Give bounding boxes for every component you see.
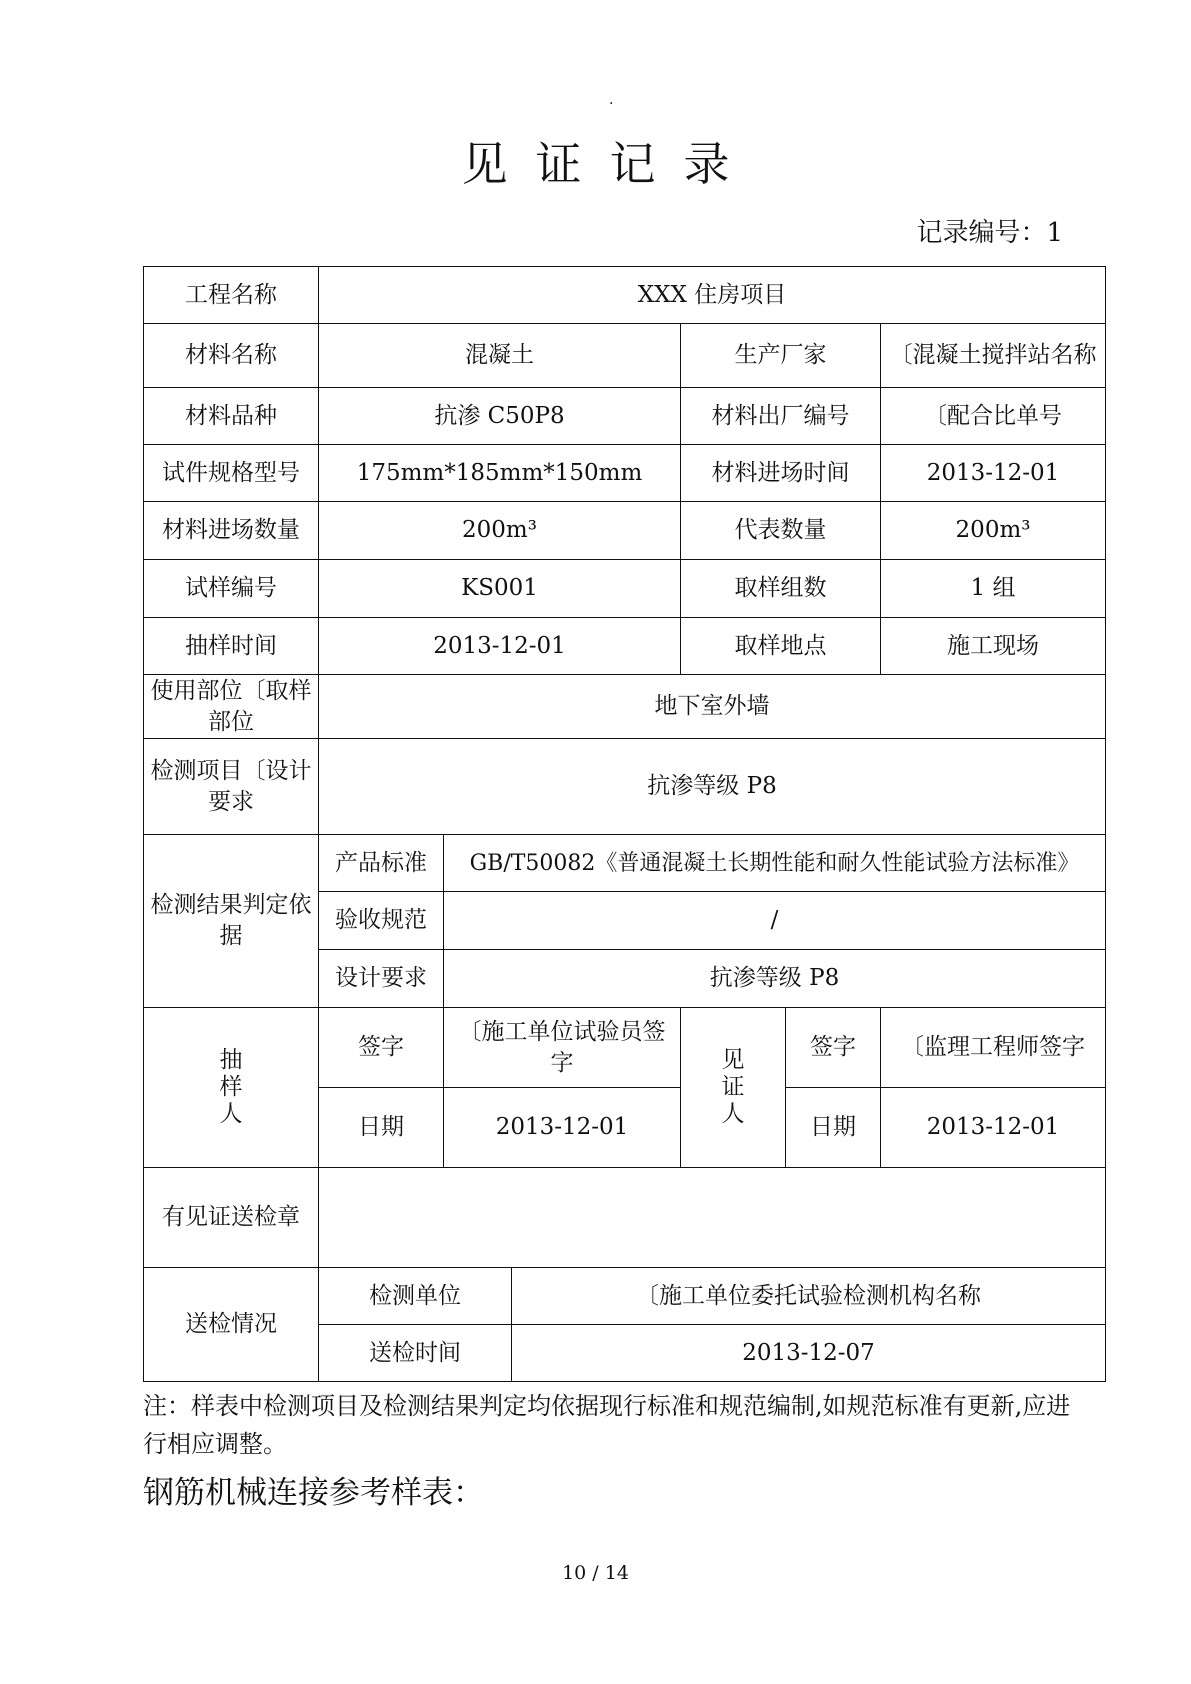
rep-qty-value: 200m³	[881, 502, 1106, 560]
table-row	[144, 1268, 1106, 1325]
submission-label: 送检情况	[144, 1268, 319, 1382]
table-row	[144, 445, 1106, 502]
table-row	[144, 675, 1106, 739]
project-label: 工程名称	[144, 267, 319, 324]
table-row	[144, 267, 1106, 324]
witness-date-value: 2013-12-01	[881, 1088, 1106, 1168]
table-row	[144, 560, 1106, 618]
table-row	[144, 388, 1106, 445]
witness-sign-value: 〔监理工程师签字	[881, 1008, 1106, 1088]
stamp-label: 有见证送检章	[144, 1168, 319, 1268]
header-dot: .	[609, 92, 614, 108]
witness-label	[681, 1008, 786, 1168]
sample-no-label: 试样编号	[144, 560, 319, 618]
acceptance-value: /	[444, 892, 1106, 950]
rep-qty-label: 代表数量	[681, 502, 881, 560]
stamp-area	[319, 1168, 1106, 1268]
design-req-label: 设计要求	[319, 950, 444, 1008]
spec-value: 175mm*185mm*150mm	[319, 445, 681, 502]
table-row	[144, 739, 1106, 835]
sampling-time-label: 抽样时间	[144, 618, 319, 675]
usage-label: 使用部位〔取样部位	[144, 675, 319, 739]
spec-label: 试件规格型号	[144, 445, 319, 502]
next-section-title: 钢筋机械连接参考样表：	[143, 1475, 484, 1511]
footnote: 注：样表中检测项目及检测结果判定均依据现行标准和规范编制,如规范标准有更新,应进行相应调整。	[143, 1392, 1071, 1458]
project-value: XXX 住房项目	[319, 267, 1106, 324]
witness-record-table	[143, 266, 1106, 1382]
entry-time-value: 2013-12-01	[881, 445, 1106, 502]
witness-label-text: 见证人	[721, 1047, 745, 1127]
submit-time-label: 送检时间	[319, 1325, 512, 1382]
product-std-label: 产品标准	[319, 835, 444, 892]
acceptance-label: 验收规范	[319, 892, 444, 950]
product-std-value: GB/T50082《普通混凝土长期性能和耐久性能试验方法标准》	[444, 835, 1106, 892]
basis-label: 检测结果判定依据	[144, 835, 319, 1008]
test-unit-value: 〔施工单位委托试验检测机构名称	[512, 1268, 1106, 1325]
table-row	[144, 1008, 1106, 1088]
manufacturer-value: 〔混凝土搅拌站名称	[881, 324, 1106, 388]
witness-sign-label: 签字	[786, 1008, 881, 1088]
record-number: 记录编号：1	[916, 218, 1063, 248]
material-name-value: 混凝土	[319, 324, 681, 388]
sample-no-value: KS001	[319, 560, 681, 618]
group-count-value: 1 组	[881, 560, 1106, 618]
table-row	[144, 1168, 1106, 1268]
entry-qty-label: 材料进场数量	[144, 502, 319, 560]
usage-value: 地下室外墙	[319, 675, 1106, 739]
witness-date-label: 日期	[786, 1088, 881, 1168]
sampler-date-value: 2013-12-01	[444, 1088, 681, 1168]
page-number: 10 / 14	[562, 1562, 629, 1584]
table-row	[144, 618, 1106, 675]
material-name-label: 材料名称	[144, 324, 319, 388]
test-unit-label: 检测单位	[319, 1268, 512, 1325]
sampler-label	[144, 1008, 319, 1168]
sampler-sign-value: 〔施工单位试验员签字	[444, 1008, 681, 1088]
group-count-label: 取样组数	[681, 560, 881, 618]
variety-label: 材料品种	[144, 388, 319, 445]
table-row	[144, 324, 1106, 388]
sampling-place-value: 施工现场	[881, 618, 1106, 675]
sampler-date-label: 日期	[319, 1088, 444, 1168]
design-req-value: 抗渗等级 P8	[444, 950, 1106, 1008]
entry-time-label: 材料进场时间	[681, 445, 881, 502]
sampling-time-value: 2013-12-01	[319, 618, 681, 675]
sampler-label-text: 抽样人	[219, 1047, 243, 1127]
table-row	[144, 502, 1106, 560]
table-row	[144, 835, 1106, 892]
manufacturer-label: 生产厂家	[681, 324, 881, 388]
sampling-place-label: 取样地点	[681, 618, 881, 675]
test-item-value: 抗渗等级 P8	[319, 739, 1106, 835]
test-item-label: 检测项目〔设计要求	[144, 739, 319, 835]
factory-no-label: 材料出厂编号	[681, 388, 881, 445]
entry-qty-value: 200m³	[319, 502, 681, 560]
variety-value: 抗渗 C50P8	[319, 388, 681, 445]
sampler-sign-label: 签字	[319, 1008, 444, 1088]
factory-no-value: 〔配合比单号	[881, 388, 1106, 445]
submit-time-value: 2013-12-07	[512, 1325, 1106, 1382]
page-title: 见证记录	[461, 137, 758, 191]
